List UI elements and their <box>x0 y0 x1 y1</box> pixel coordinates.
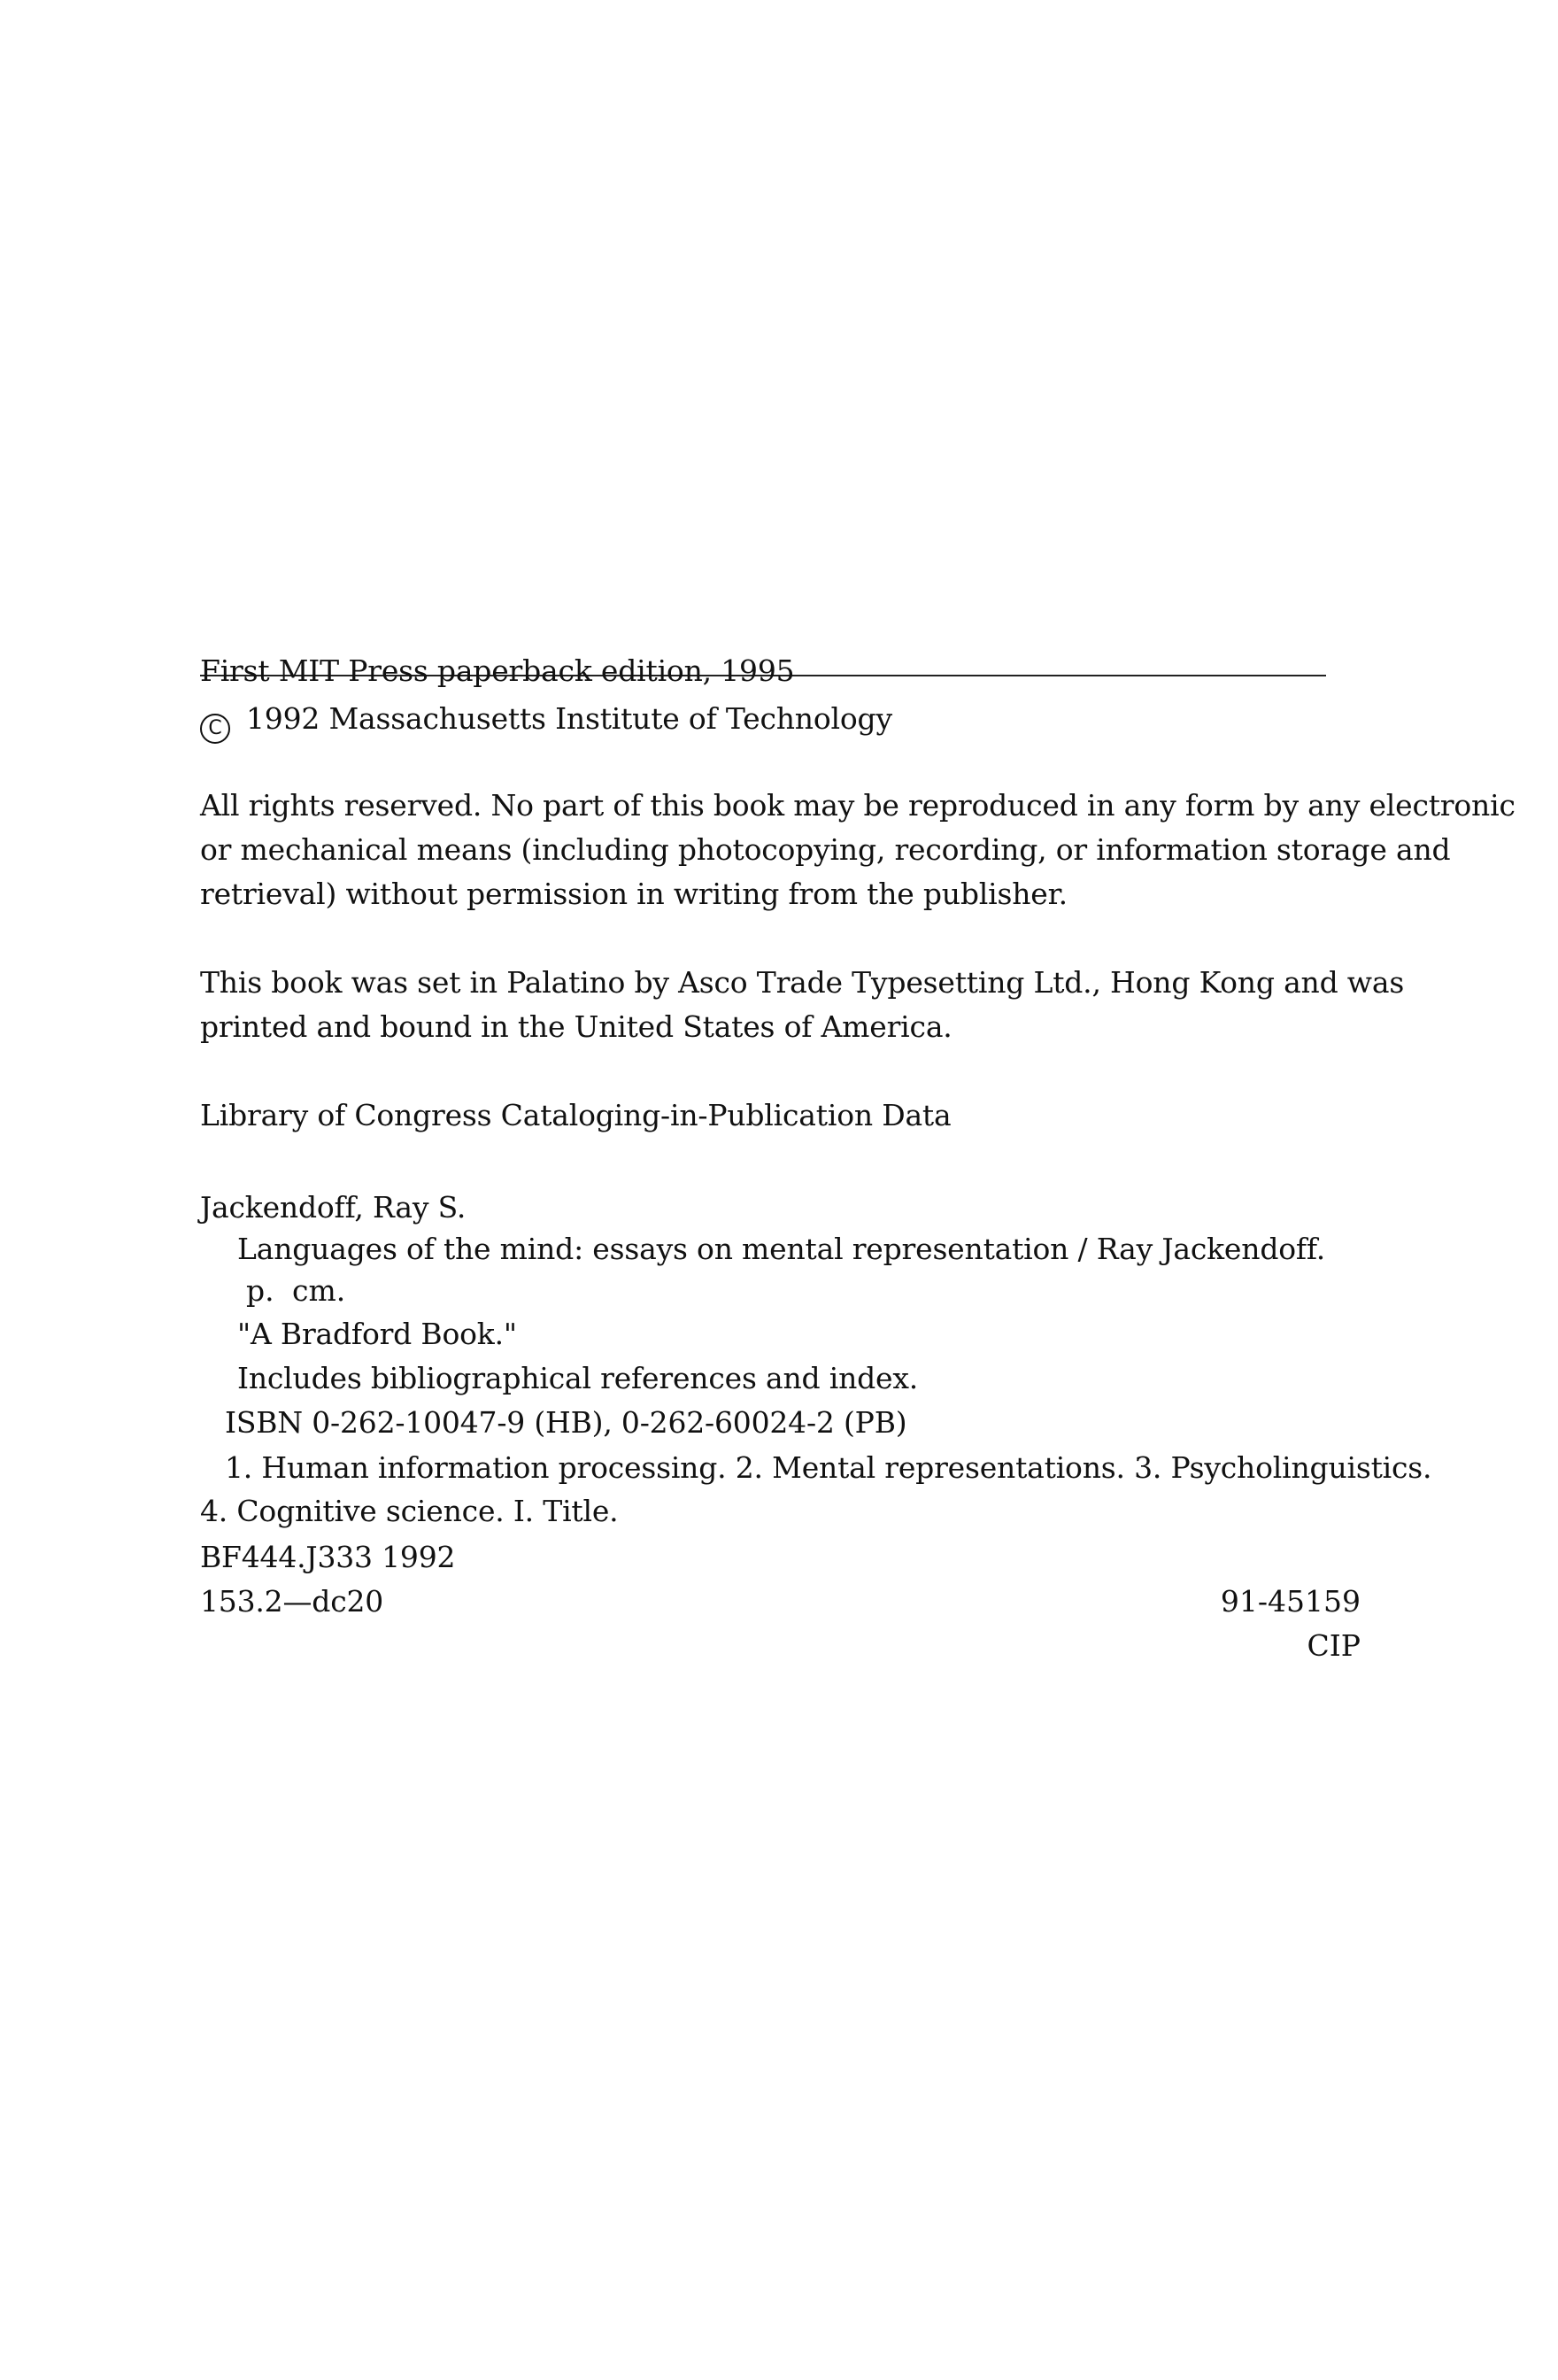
cip-lccn: 91-45159 <box>1220 1584 1361 1619</box>
cip-lc-class: BF444.J333 1992 <box>200 1540 456 1574</box>
typesetting-line-1: This book was set in Palatino by Asco Trade Typesetting Ltd., Hong Kong and was <box>200 965 1405 1000</box>
rights-line-3: retrieval) without permission in writing from the publisher. <box>200 877 1068 911</box>
cip-title: Languages of the mind: essays on mental representation / Ray Jackendoff. <box>237 1232 1326 1266</box>
cip-notes: Includes bibliographical references and index. <box>237 1361 919 1395</box>
cip-author: Jackendoff, Ray S. <box>200 1190 467 1225</box>
cip-size: cm. <box>292 1273 346 1308</box>
rights-line-2: or mechanical means (including photocopying, recording, or information storage and <box>200 832 1451 867</box>
copyright-icon: C <box>200 714 230 744</box>
cip-series: "A Bradford Book." <box>237 1317 517 1351</box>
cip-pages: p. <box>246 1273 274 1308</box>
cip-heading: Library of Congress Cataloging-in-Publication Data <box>200 1098 952 1132</box>
cip-dewey: 153.2—dc20 <box>200 1584 384 1619</box>
rights-line-1: All rights reserved. No part of this book may be reproduced in any form by any electronic <box>200 788 1516 823</box>
edition-line: First MIT Press paperback edition, 1995 <box>200 653 795 688</box>
cip-label: CIP <box>1307 1628 1361 1663</box>
cip-subjects-line-1: 1. Human information processing. 2. Mental representations. 3. Psycholinguistics. <box>225 1450 1432 1485</box>
copyright-line <box>200 701 892 744</box>
copyright-text: 1992 Massachusetts Institute of Technology <box>246 701 892 736</box>
cip-isbn: ISBN 0-262-10047-9 (HB), 0-262-60024-2 (PB) <box>225 1405 907 1440</box>
typesetting-line-2: printed and bound in the United States of America. <box>200 1009 953 1044</box>
cip-subjects-line-2: 4. Cognitive science. I. Title. <box>200 1494 619 1528</box>
